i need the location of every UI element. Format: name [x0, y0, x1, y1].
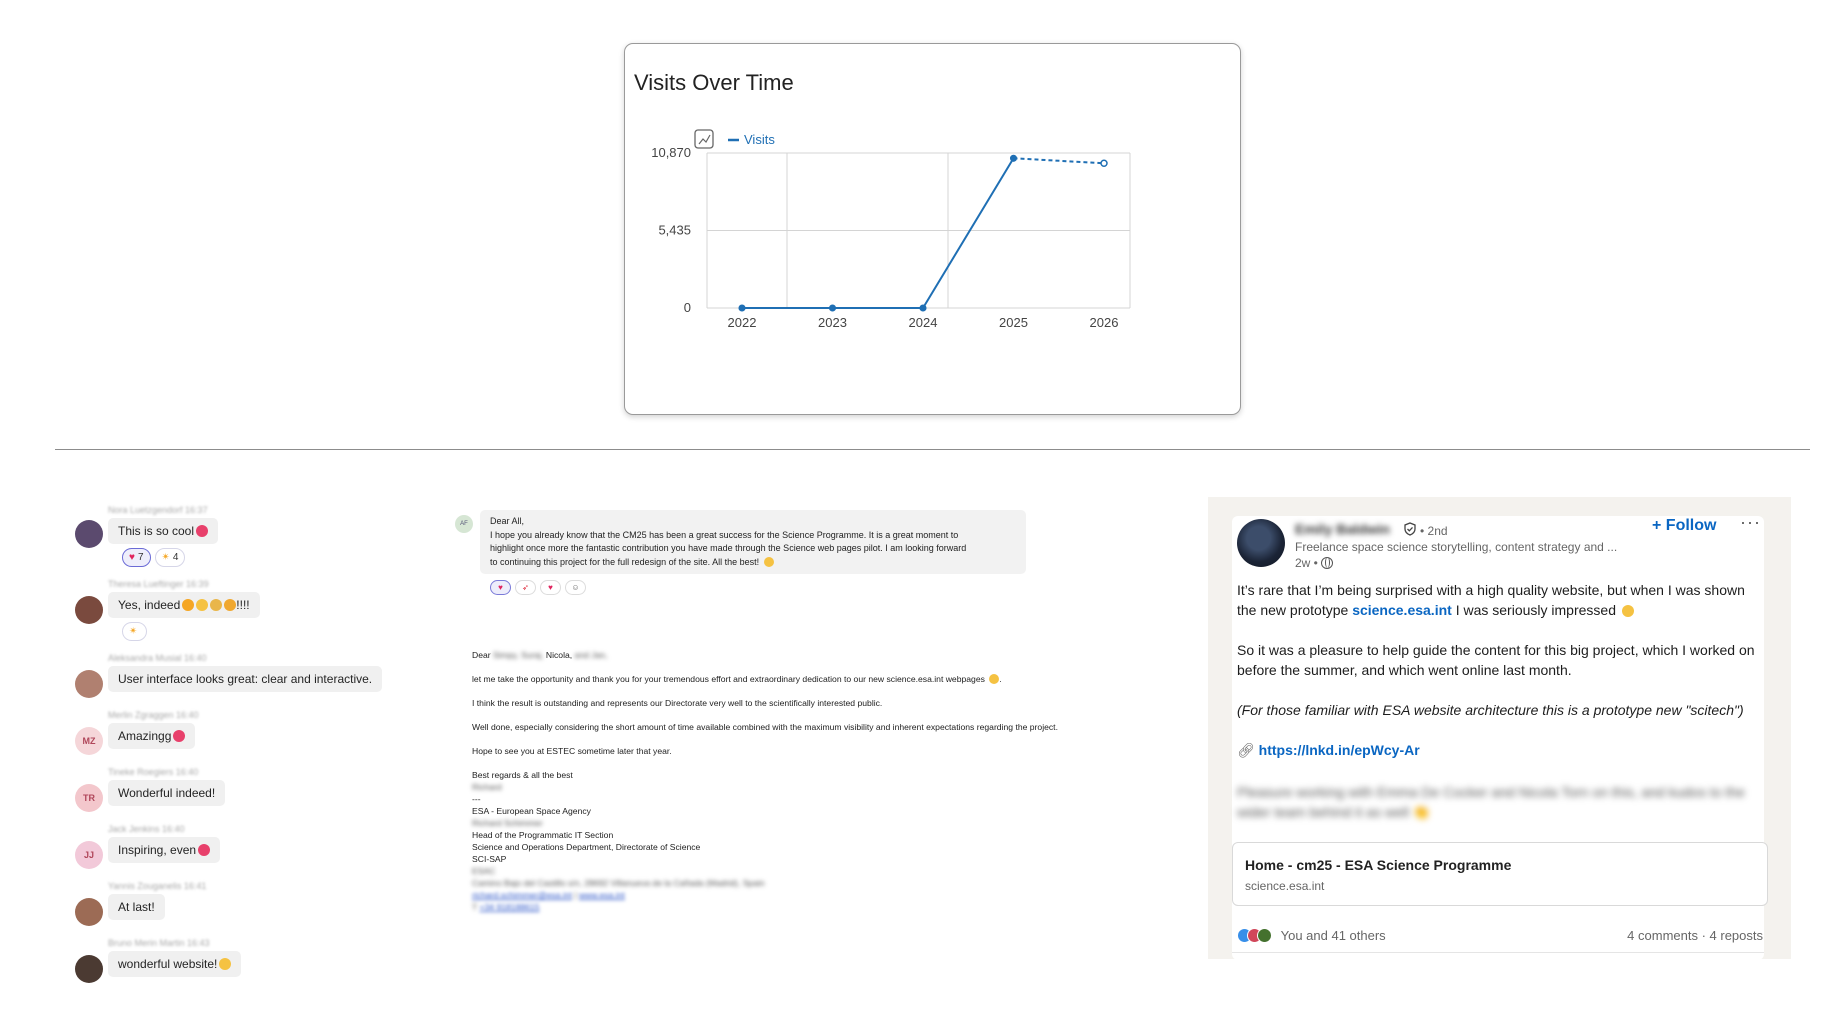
letter-paragraph: Well done, especially considering the short amount of time available combined with the maximum visibility and inherent expectations regarding the project.: [472, 722, 1058, 732]
x-tick-label: 2025: [999, 315, 1028, 330]
reactions-count[interactable]: You and 41 others: [1280, 928, 1386, 943]
party-icon: ✴: [161, 552, 170, 563]
message-bubble: [108, 780, 225, 806]
post-time: 2w •: [1295, 556, 1333, 570]
chart-card: [624, 43, 1241, 415]
avatar[interactable]: [1237, 519, 1285, 567]
message-bubble: [108, 837, 220, 863]
data-point[interactable]: [1101, 160, 1107, 166]
heart-eyes-icon: [198, 844, 210, 856]
message-bubble: [108, 894, 165, 920]
party-icon: ✴: [129, 626, 138, 637]
party-icon: [182, 599, 194, 611]
data-point[interactable]: [920, 305, 926, 311]
clap-icon: [224, 599, 236, 611]
grin-icon: [196, 599, 208, 611]
sender-name-redacted: Yannis Zouganelis 16:41: [108, 881, 207, 891]
message-bubble: [108, 666, 382, 692]
x-tick-label: 2023: [818, 315, 847, 330]
y-tick-label: 0: [683, 300, 691, 315]
avatar[interactable]: [75, 520, 103, 548]
follow-button[interactable]: + Follow: [1652, 517, 1717, 534]
avatar[interactable]: [75, 955, 103, 983]
letter-paragraph: let me take the opportunity and thank you for your tremendous effort and extraordinary dedication to our new science.esa.int webpages .: [472, 674, 1002, 684]
section-divider: [55, 449, 1810, 450]
redacted-text: Richard: [472, 782, 502, 792]
message-text: At last!: [118, 900, 155, 914]
redacted-phone[interactable]: T +34 918188615: [472, 902, 540, 912]
post-short-link[interactable]: https://lnkd.in/epWcy-Ar: [1258, 742, 1420, 758]
message-text: User interface looks great: clear and interactive.: [118, 672, 373, 686]
redacted-text: Pleasure working with Emma De Cocker and Nicola Torn on this, and kudos to the wider team behind it as well 👏: [1237, 784, 1745, 820]
reactions: [122, 548, 185, 567]
author-name-redacted[interactable]: Emily Baldwin: [1295, 521, 1390, 537]
reactions: [122, 622, 147, 641]
heart-icon: ♥: [129, 552, 135, 563]
sig-dept: Science and Operations Department, Directorate of Science: [472, 842, 701, 852]
post-inline-link[interactable]: science.esa.int: [1352, 602, 1452, 618]
party-reaction[interactable]: [122, 622, 147, 641]
smile-icon: [764, 557, 774, 567]
message-bubble: [108, 723, 195, 749]
sender-name-redacted: Jack Jenkins 16:40: [108, 824, 185, 834]
letter-signoff: Best regards & all the best: [472, 770, 573, 780]
party-reaction[interactable]: [155, 548, 186, 567]
heart-eyes-icon: [173, 730, 185, 742]
letter-paragraph: Hope to see you at ESTEC sometime later that year.: [472, 746, 672, 756]
data-point[interactable]: [1011, 155, 1017, 161]
avatar[interactable]: MZ: [75, 727, 103, 755]
sender-name-redacted: Aleksandra Musial 16:40: [108, 653, 207, 663]
y-tick-label: 10,870: [651, 145, 691, 160]
data-point[interactable]: [830, 305, 836, 311]
verified-icon: [1403, 522, 1417, 536]
chart-title: Visits Over Time: [634, 70, 794, 95]
sender-name-redacted: Nora Luetzgendorf 16:37: [108, 505, 208, 515]
message-text: Inspiring, even: [118, 843, 197, 857]
post-paragraph: So it was a pleasure to help guide the content for this big project, which I worked on before the summer, and which went online last month.: [1237, 642, 1755, 678]
raised-hands-icon: [219, 958, 231, 970]
data-point[interactable]: [739, 305, 745, 311]
visits-line-chart: [625, 44, 1242, 416]
reaction-count: 4: [172, 552, 179, 563]
link-icon: 🔗︎: [1237, 742, 1255, 758]
rocket-reaction[interactable]: ➶: [515, 580, 536, 595]
post-link-line[interactable]: [1237, 740, 1757, 760]
reaction-count: 7: [137, 552, 144, 563]
legend-label: Visits: [744, 132, 775, 147]
y-tick-label: 5,435: [658, 222, 691, 238]
preview-url: science.esa.int: [1245, 879, 1325, 893]
medal-icon: [210, 599, 222, 611]
avatar[interactable]: JJ: [75, 841, 103, 869]
sig-title: Head of the Programmatic IT Section: [472, 830, 614, 840]
message-bubble: [108, 951, 241, 977]
smile-icon: [1622, 605, 1634, 617]
message-line: Dear All,: [490, 516, 525, 526]
post-paragraph: (For those familiar with ESA website architecture this is a prototype new "scitech"): [1237, 702, 1744, 718]
avatar: AF: [455, 515, 473, 533]
sig-code: SCI-SAP: [472, 854, 507, 864]
series-line-projected: [1014, 158, 1105, 163]
message-bubble: [108, 592, 260, 618]
x-tick-label: 2024: [908, 315, 938, 330]
heart-eyes-icon: [196, 525, 208, 537]
more-options-icon[interactable]: ···: [1740, 512, 1761, 532]
message-text: Amazingg: [118, 729, 172, 743]
message-text: Wonderful indeed!: [118, 786, 216, 800]
heart-eyes-reaction[interactable]: ♥: [490, 580, 511, 595]
redacted-text: Richard Schimmer: [472, 818, 543, 828]
chart-type-icon[interactable]: [699, 135, 710, 144]
message-line: to continuing this project for the full redesign of the site. All the best!: [490, 556, 1016, 570]
sender-name-redacted: Theresa Lueftinger 16:39: [108, 579, 209, 589]
connection-degree: • 2nd: [1420, 524, 1448, 538]
link-preview-card[interactable]: [1232, 842, 1768, 906]
avatar[interactable]: TR: [75, 784, 103, 812]
preview-title: Home - cm25 - ESA Science Programme: [1245, 857, 1512, 873]
x-tick-label: 2022: [727, 315, 757, 330]
message-line: I hope you already know that the CM25 has been a great success for the Science Programme. It is a great moment to: [490, 529, 959, 540]
reaction-icons[interactable]: [1237, 928, 1267, 943]
message-bubble: [108, 518, 218, 544]
message-line: highlight once more the fantastic contribution you have made through the Science web pages pilot. I am looking forward: [490, 543, 967, 553]
sig-org: ESA - European Space Agency: [472, 806, 591, 816]
sig-separator: ---: [472, 794, 481, 804]
avatar[interactable]: [75, 596, 103, 624]
sender-name-redacted: Merlin Zgraggen 16:40: [108, 710, 199, 720]
letter-greeting: Dear Simpy, Suraj, Nicola, and Jan,: [472, 650, 608, 660]
x-tick-label: 2026: [1089, 315, 1119, 330]
message-text: wonderful website!: [118, 957, 218, 971]
comments-reposts[interactable]: 4 comments · 4 reposts: [1627, 928, 1763, 943]
message-suffix: !!!!: [236, 598, 250, 612]
letter-paragraph: I think the result is outstanding and represents our Directorate very well to the scientifically interested public.: [472, 698, 883, 708]
avatar[interactable]: [75, 898, 103, 926]
post-paragraph: It’s rare that I’m being surprised with a high quality website, but when I was shown the new prototype science.esa.int I was seriously impressed: [1237, 582, 1745, 618]
message-text: This is so cool: [118, 524, 195, 538]
add-reaction-button[interactable]: ☺: [565, 580, 586, 595]
divider: [1232, 952, 1764, 953]
email-reactions: [490, 580, 586, 595]
heart-reaction[interactable]: ♥: [540, 580, 561, 595]
celebrate-icon: [1257, 928, 1272, 943]
avatar[interactable]: [75, 670, 103, 698]
message-text: Yes, indeed: [118, 598, 181, 612]
author-headline: Freelance space science storytelling, content strategy and ...: [1295, 540, 1618, 554]
email-message-bubble: [480, 510, 1026, 574]
sender-name-redacted: Tineke Roegiers 16:40: [108, 767, 199, 777]
redacted-text: Camino Bajo del Castillo s/n, 28692 Villanueva de la Cañada (Madrid), Spain: [472, 878, 765, 888]
redacted-text: ESAC: [472, 866, 496, 876]
heart-reaction[interactable]: [122, 548, 151, 567]
social-counts: [1237, 928, 1763, 943]
chart-legend[interactable]: [695, 130, 775, 148]
redacted-links[interactable]: richard.schimmer@esa.int | www.esa.int: [472, 890, 625, 900]
globe-icon: [1321, 557, 1333, 569]
sender-name-redacted: Bruno Merin Martin 16:43: [108, 938, 210, 948]
series-line-visits: [742, 158, 1014, 308]
